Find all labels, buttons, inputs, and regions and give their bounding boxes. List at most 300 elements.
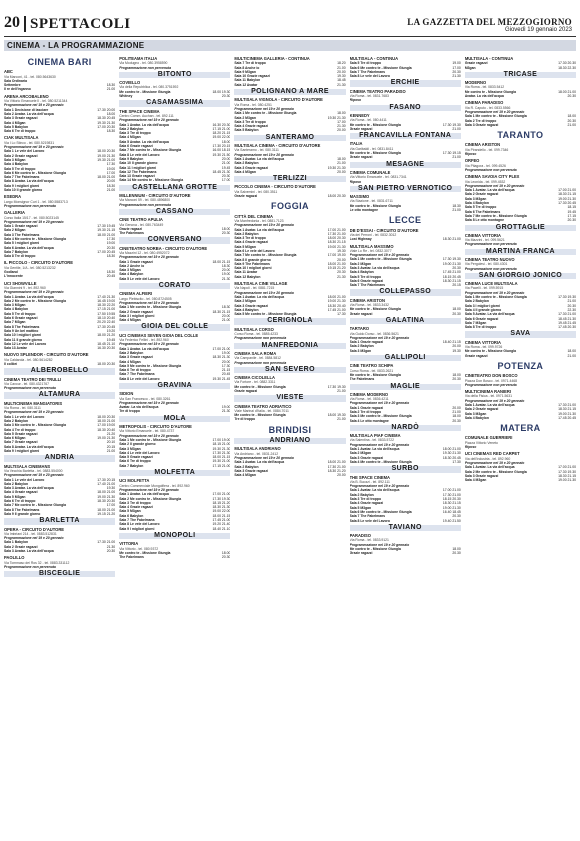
film-title: Sala 3 Me contro te - Missione Giungla — [349, 414, 412, 419]
cinema-address: Via Andriano - tel. 0831.2412 — [234, 451, 279, 456]
cinema-name: TARTARO — [349, 326, 370, 332]
film-title: Sala 1 Me contro te - Missione Giungla — [234, 111, 297, 116]
film-title: Programmazione nel 19 e 20 gennaio — [349, 442, 410, 447]
film-title: Sala 5 Grazie ragazzi — [119, 455, 153, 460]
showtimes: 18.30 — [106, 183, 116, 188]
showtimes: 18.00 20.30 — [327, 194, 346, 199]
showtime-row — [119, 555, 230, 559]
cinema-address: Via Caldarola - tel. 080.5614282 — [4, 357, 53, 362]
film-title: Sala 8 The Fabelmans — [4, 324, 40, 329]
film-title: Sala 7 The Fabelmans — [119, 372, 155, 377]
film-title: Sala 2 Babylon — [234, 161, 259, 166]
cinema-name: THE SPACE CINEMA — [349, 474, 391, 480]
showtimes: 18.00 20.30 — [327, 236, 346, 241]
film-title: Sala 14 Me contro te - Missione Giungla — [119, 178, 184, 183]
film-title: Sala 10 I migliori giorni — [234, 266, 272, 271]
film-title: Sala 2 M3gan — [349, 451, 372, 456]
film-title: Programmazione non pervenuta — [4, 564, 56, 569]
showtimes: 20.15 — [106, 444, 116, 449]
film-title: Sala 10 I migliori giorni — [4, 333, 42, 338]
showtime-row — [4, 274, 115, 278]
cinema-name: MULTISALA VIGNOLA - CIRCUITO D'AUTORE — [234, 97, 323, 103]
showtimes: 18.45 21.10 — [97, 341, 116, 346]
showtimes: 19.45 21.45 — [558, 320, 577, 325]
showtimes: 20.00 — [337, 69, 346, 74]
film-title: Sala 5 M3gan — [4, 494, 26, 499]
cinema-address: Via Fortore - tel. 0882.3311 — [234, 380, 276, 385]
showtimes: 18.30 21.15 — [212, 309, 231, 314]
showtime-row — [350, 349, 461, 353]
film-title: Avatar. La via dell'acqua — [464, 94, 504, 99]
film-title: Grazie ragazzi — [349, 126, 373, 131]
showtimes: 18.00 21.00 — [97, 175, 116, 180]
showtime-row — [465, 354, 576, 358]
film-title: Sala 4 Me contro te - Missione Giungla — [4, 236, 66, 241]
showtimes: 17.15 — [567, 213, 577, 218]
showtime-row — [234, 275, 345, 279]
showtimes: 18.45 21.30 — [212, 169, 231, 174]
showtimes: 18.00 21.00 — [558, 89, 577, 94]
film-title: Sala 1 Avatar. La via dell'acqua — [234, 460, 285, 465]
showtimes: 20.00 — [221, 268, 231, 273]
showtimes: 21.30 — [337, 124, 346, 129]
showtimes: 18.40 21.15 — [442, 340, 461, 345]
showtime-row — [119, 409, 230, 413]
film-title: Programmazione nel 19 e 20 gennaio — [119, 255, 179, 260]
showtimes: 19.30 21.50 — [212, 152, 231, 157]
film-title: Programmazione non pervenuta — [119, 65, 172, 70]
film-title: Programmazione nel 19 e 20 gennaio — [234, 152, 294, 157]
cinema-name: CINEMA LUCE MULTISALA — [464, 281, 518, 287]
city-heading: COLLEPASSO — [350, 289, 461, 295]
showtimes: 19.45 — [106, 337, 116, 342]
showtimes: 17.30 19.30 — [558, 469, 577, 474]
city-heading: SURBO — [350, 466, 461, 472]
film-title: Sala 2 Grazie ragazzi — [464, 192, 499, 197]
showtimes: 18.00 20.30 — [97, 362, 116, 366]
showtimes: 17.00 19.00 — [97, 423, 116, 428]
film-title: Sala 4 Babylon — [234, 307, 259, 312]
film-title: Grazie ragazzi — [349, 311, 373, 316]
film-title: Sala 1 Avatar. La via dell'acqua — [349, 488, 400, 493]
showtimes: 17.30 — [106, 236, 116, 241]
showtimes: 20.30 — [221, 555, 231, 560]
showtimes: 18.00 21.20 — [97, 333, 116, 338]
film-title: Grazie ragazzi — [349, 155, 373, 160]
showtime-row — [350, 74, 461, 78]
film-title: Sala 4 Grazie ragazzi — [234, 124, 268, 129]
showtimes: 20.00 — [337, 128, 346, 133]
cinema-address: Via Pacelli - tel. 099.5915 — [464, 286, 504, 291]
showtime-row — [465, 242, 576, 246]
film-title: Sala 2 M3gan — [234, 115, 256, 120]
showtime-row — [4, 87, 115, 91]
cinema-name: UCI SHOWVILLE — [4, 280, 37, 286]
film-title: Programmazione non pervenuta — [464, 266, 517, 271]
showtime-row — [465, 267, 576, 271]
film-title: Sala 1 Avatar. La via dell'acqua — [234, 156, 285, 161]
cinema-address: Corso Roma - tel. 0885.4233 — [234, 332, 278, 337]
cinema-address: Via Roma - tel. 0833.5412 — [464, 85, 505, 90]
showtime-row — [350, 419, 461, 423]
cinema-name: CINEMA TEATRO DEI TRULLI — [4, 376, 62, 382]
film-title: Programmazione nel 19 e 20 gennaio — [349, 335, 410, 340]
showtimes: 20.30 — [567, 94, 577, 99]
cinema-name: NUOVO SPLENDOR - CIRCUITO D'AUTORE — [4, 352, 89, 358]
showtimes: 18.30 21.00 — [442, 237, 461, 242]
film-title: Sala 1 Babylon — [4, 540, 29, 545]
film-title: Sala 8 Anche io — [234, 65, 260, 70]
film-title: Sala 3 Avatar. La via dell'acqua — [4, 486, 54, 491]
showtimes: 20.30 — [452, 69, 461, 74]
film-title: Sala 8 Le vele del Lavoro — [349, 74, 390, 79]
showtimes: 18.30 21.15 — [327, 240, 346, 245]
cinema-address: Via Mazzini - tel. 099.5621 — [464, 238, 505, 243]
cinema-name: CINEMA VITTORIA — [464, 232, 501, 238]
showtimes: 18.15 20.30 — [442, 497, 461, 502]
film-title: Avatar. La via dell'acqua — [119, 405, 159, 410]
film-title: Programmazione nel 19 e 20 gennaio — [234, 455, 294, 460]
cinema-name: MULTISALA - CONTINUA — [464, 56, 514, 61]
cinema-address: Via Salentina - tel. 0833.5722 — [349, 438, 395, 443]
film-title: The Fabelmans — [119, 555, 144, 560]
cinema-name: KENNEDY — [349, 112, 370, 118]
city-heading: TAVIANO — [350, 525, 461, 531]
showtimes: 21.15 — [221, 368, 231, 373]
film-title: Sala 6 M3gan — [4, 436, 26, 441]
cinema-address: Via Genova - tel. 080.763449 — [119, 222, 164, 227]
film-title: Sala 8 Tre di troppo — [464, 325, 497, 330]
film-title: Sala 3 Grazie ragazzi — [4, 116, 38, 121]
film-title: Sala 5 M3gan — [119, 509, 141, 514]
film-title: Sala 1 Avatar. La via dell'acqua — [464, 188, 515, 193]
cinema-address: Via Mazzini 12 - tel. 080.4952072 — [119, 250, 170, 255]
film-title: Sala 11 I migliori giorni — [119, 165, 157, 170]
film-title: Sala 3 Tre di troppo — [119, 500, 151, 505]
showtimes: 18.30 21.20 — [327, 468, 346, 473]
showtimes: 19.40 21.50 — [442, 518, 461, 523]
showtimes: 17.00 21.00 — [327, 227, 346, 232]
showtimes: 18.30 21.15 — [442, 501, 461, 506]
city-heading: CASSANO — [119, 209, 230, 215]
film-title: Sala 1 Me contro te - Missione Giungla — [464, 114, 527, 119]
cinema-address: Via della Repubblica - tel. 080.3751592 — [119, 85, 179, 90]
film-title: Sala 2 Grazie ragazzi — [4, 153, 38, 158]
film-title: Sala 12 Avatar — [234, 82, 258, 87]
city-heading: CASTELLANA GROTTE — [119, 185, 230, 191]
film-title: Sala 6 Me contro te - Missione Giungla — [349, 65, 412, 70]
film-title: Sala 3 M3gan — [119, 268, 141, 273]
film-title: Sala 1 Avatar. La via dell'acqua — [119, 346, 169, 351]
film-title: Sala 3 Tre di troppo — [234, 236, 266, 241]
film-title: Riposo — [464, 445, 477, 450]
showtimes: 17.00 — [221, 178, 231, 183]
showtime-row — [350, 377, 461, 381]
showtimes: 16.30 20.30 — [212, 122, 231, 127]
film-title: Me contro te - Missione Giungla — [349, 307, 401, 312]
showtimes: 17.00 — [452, 65, 461, 70]
showtimes: 18.00 21.00 — [97, 490, 116, 495]
film-title: Programmazione nel 19 e 20 gennaio — [234, 290, 294, 295]
film-title: Sala 4 Babylon — [4, 307, 29, 312]
film-title: The Fabelmans — [349, 377, 375, 382]
showtime-row — [350, 460, 461, 464]
cinema-address: Via Stazione - tel. 0831.6711 — [349, 199, 393, 204]
cinema-name: ABC — [4, 69, 13, 75]
section-title: SPETTACOLI — [30, 16, 131, 32]
showtimes: 19.30 — [337, 74, 346, 79]
film-title: Sala 4 M3gan — [119, 318, 141, 323]
film-title: Sala 2 Babylon — [464, 299, 489, 304]
showtime-row — [350, 127, 461, 131]
cinema-name: COVIELLO — [119, 80, 141, 86]
showtimes: 17.30 — [106, 162, 116, 167]
film-title: Sala 6 Me contro te - Missione Giungla — [349, 509, 412, 514]
cinema-address: Via Cavour - tel. 080.4321767 — [4, 381, 49, 386]
film-title: Sala 1 Avatar. La via dell'acqua — [349, 447, 400, 452]
cinema-address: Via Imbriani 214 - tel. 0883.512831 — [4, 531, 57, 536]
showtime-row — [119, 231, 230, 235]
showtimes: 20.00 — [221, 313, 231, 318]
showtimes: 17.00 19.00 — [327, 253, 346, 258]
film-title: Sala 7 The Fabelmans — [4, 175, 40, 180]
showtimes: 17.30 20.45 — [97, 324, 116, 329]
film-title: Sala 1 Me contro te - Missione Giungla — [119, 305, 182, 310]
city-heading: MATERA — [465, 424, 576, 432]
cinema-name: UCI MOLFETTA — [119, 478, 150, 484]
showtimes: 21.20 — [106, 431, 116, 436]
film-title: Sala 2 Grazie ragazzi — [4, 544, 38, 549]
showtime-row — [119, 318, 230, 322]
film-title: Sala 3 Grazie ragazzi — [464, 122, 499, 127]
showtimes: 17.30 20.15 — [212, 144, 231, 149]
showtimes: 21.30 — [452, 74, 461, 79]
film-title: Sala 5 Me contro te - Missione Giungla — [119, 363, 182, 368]
film-title: Sala 6 Grazie ragazzi — [4, 316, 38, 321]
showtimes: 18.30 — [452, 203, 461, 208]
showtimes: 20.30 — [106, 548, 116, 553]
film-title: Sala 4 Grazie ragazzi — [4, 490, 38, 495]
film-title: Sala 7 The Fabelmans — [349, 69, 386, 74]
showtimes: 17.30 — [221, 363, 231, 368]
film-title: Me contro te - Missione Giungla — [349, 122, 401, 127]
city-heading: FRANCAVILLA FONTANA — [350, 133, 461, 139]
film-title: Programmazione nel 19 e 20 gennaio — [464, 109, 525, 114]
film-title: Sala 5 Avatar. La via dell'acqua — [464, 312, 515, 317]
cinema-address: Viale Lo Re - tel. 0832.3077 — [349, 248, 392, 253]
cinema-address: Piazza Don Bosco - tel. 0971.4468 — [464, 378, 518, 383]
showtime-row — [234, 336, 345, 340]
showtimes: 17.00 — [106, 503, 116, 508]
film-title: Sala 1 Me contro te - Missione Giungla — [464, 295, 527, 300]
showtime-row — [350, 519, 461, 523]
film-title: Sala 1 Me contro te - Missione Giungla — [349, 257, 412, 262]
film-title: Sala 9 Un bel mattino — [4, 328, 39, 333]
showtimes: 19.00 22.00 — [212, 135, 231, 140]
film-title: Programmazione non pervenuta — [464, 382, 517, 387]
showtimes: 16.30 20.30 — [97, 346, 116, 351]
film-title: Sala 7 Me contro te - Missione Giungla — [234, 253, 297, 258]
film-title: Programmazione non pervenuta — [234, 360, 287, 365]
cinema-name: CINEMA PARADISO — [464, 100, 504, 106]
showtime-row — [350, 283, 461, 287]
showtime-row — [119, 527, 230, 531]
cinema-name: CINEMA ARISTON — [349, 297, 385, 303]
showtimes: 20.45 — [221, 372, 231, 377]
film-title: Sala 2 M3gan — [234, 299, 256, 304]
showtime-row — [4, 449, 115, 453]
showtimes: 17.30 21.00 — [327, 231, 346, 236]
showtime-row — [234, 170, 345, 174]
film-title: Sala 7 M3gan — [4, 320, 26, 325]
showtimes: 20.30 — [221, 94, 231, 99]
cinema-name: CINE TEATRO SCHIPA — [349, 363, 394, 369]
showtimes: 19.00 — [221, 350, 231, 355]
showtimes: 21.00 — [337, 161, 346, 166]
film-title: Sala 5 Le vele del Lavoro — [119, 276, 160, 281]
cinema-address: Piazza Vittorio Veneto — [464, 440, 498, 445]
showtimes: 17.30 19.15 — [442, 151, 461, 156]
showtime-row — [234, 473, 345, 477]
film-title: Sala 5 Tre di troppo — [349, 61, 382, 66]
showtimes: 17.45 21.00 — [327, 307, 346, 312]
film-title: Sala 4 Babylon — [4, 162, 29, 167]
film-title: Sala 13 Avatar — [4, 346, 27, 351]
cinema-address: Via Roma - tel. 0833.3432 — [349, 303, 389, 308]
film-title: Me contro te - Missione Giungla — [464, 89, 517, 94]
showtimes: 18.00 — [452, 414, 461, 419]
showtimes: 17.30 — [452, 459, 461, 464]
showtimes: 17.00 21.00 — [212, 492, 231, 497]
showtimes: 18.00 21.00 — [97, 418, 116, 423]
cinema-name: UCI CINEMAS RED CARPET — [464, 451, 520, 457]
showtimes: 21.00 — [452, 410, 461, 414]
film-title: Sala 9 I migliori giorni — [4, 449, 40, 454]
showtimes: 18.00 — [567, 349, 577, 354]
film-title: Sala 7 M3gan — [464, 320, 487, 325]
cinema-address: Via Vittorio Emanuele II - tel. 080.5211344 — [4, 99, 68, 104]
film-title: Sala 6 Tre di troppo — [119, 368, 151, 373]
showtimes: 21.00 — [567, 122, 577, 127]
showtimes: 20.15 — [452, 283, 461, 288]
film-title: Sala 1 Avatar. La via dell'acqua — [464, 465, 515, 470]
showtimes: 18.40 21.10 — [212, 526, 231, 531]
film-title: Sala 2 Grazie ragazzi — [119, 309, 153, 314]
film-title: Sala 3 Grazie ragazzi — [464, 473, 499, 478]
film-title: Sala 4 M3gan — [119, 135, 141, 140]
film-title: Sala 1 Avatar. La via dell'acqua — [234, 227, 285, 232]
showtimes: 18.45 21.30 — [558, 316, 577, 321]
film-title: Programmazione non pervenuta — [119, 202, 172, 207]
showtimes: 18.20 21.15 — [212, 131, 231, 136]
showtimes: 20.30 — [106, 245, 116, 250]
film-title: Sala 1 Avatar. La via dell'acqua — [119, 122, 169, 127]
showtime-row — [119, 277, 230, 281]
showtimes: 19.15 21.20 — [97, 511, 116, 516]
film-title: Sala 1 Le vele del Lavoro — [4, 414, 45, 419]
film-title: Sala 1 Me contro te - Missione Giungla — [119, 437, 182, 442]
film-title: Sala 3 Grazie ragazzi — [234, 303, 268, 308]
showtimes: 18.15 21.00 — [212, 442, 231, 447]
showtime-row — [4, 346, 115, 350]
showtime-row — [4, 204, 115, 208]
film-title: Sala 4 Babylon — [464, 415, 489, 420]
showtimes: 20.30 — [337, 270, 346, 275]
cinema-name: GALLERIA — [4, 210, 25, 216]
film-title: Sala 2 Babylon — [119, 126, 144, 131]
film-title: Sala 12 Babylon — [234, 274, 261, 279]
film-title: Programmazione nel 19 e 20 gennaio — [464, 290, 525, 295]
film-title: Programmazione nel 19 e 20 gennaio — [349, 253, 410, 258]
film-title: Settembre — [4, 83, 21, 88]
film-title: Sala 2 Babylon — [4, 418, 29, 423]
showtimes: 19.30 21.00 — [97, 157, 116, 162]
cinema-address: Via Roma - tel. 0831.7683 — [349, 94, 389, 99]
showtimes: 20.30 — [452, 311, 461, 316]
film-title: Programmazione non pervenuta — [234, 336, 287, 341]
showtimes: 18.30 21.30 — [212, 355, 231, 360]
showtimes: 20.00 — [452, 405, 461, 410]
showtimes: 17.15 21.00 — [212, 463, 231, 468]
showtimes: 17.15 21.00 — [97, 307, 116, 312]
film-title: Programmazione nel 19 e 20 gennaio — [349, 484, 410, 489]
film-title: Sala 2 Il grande giorno — [119, 442, 156, 447]
film-title: Sala 3 Avatar. La via dell'acqua — [4, 548, 54, 553]
film-title: Sala 2 Babylon — [119, 350, 144, 355]
showtimes: 20.30 — [452, 551, 461, 556]
showtimes: 19.00 21.30 — [97, 494, 116, 499]
cinema-name: ORFEO — [464, 158, 480, 164]
film-title: Whitney — [119, 94, 133, 99]
city-heading: GALATINA — [350, 318, 461, 324]
film-title: Sala 5 Babylon — [234, 128, 259, 133]
cinema-address: Via Pergolesi - tel. 080.4301 — [464, 262, 508, 267]
film-title: Sala 3 Tre di troppo — [349, 497, 382, 502]
city-heading: FOGGIA — [234, 202, 345, 210]
showtimes: 20.10 — [106, 440, 116, 445]
showtimes: 18.30 22.30 — [558, 65, 577, 70]
showtimes: 21.00 — [106, 449, 116, 454]
film-title: Sala 6 Babylon — [119, 513, 144, 518]
showtime-row — [350, 180, 461, 184]
film-title: Sala 10 Il grande giorno — [4, 188, 43, 193]
film-title: Me contro te - Missione Giungla — [349, 151, 401, 156]
showtime-row — [119, 178, 230, 182]
showtimes: 17.00 — [337, 119, 346, 124]
showtimes: 18.00 21.00 — [327, 294, 346, 299]
showtimes: 19.30 21.30 — [327, 115, 346, 120]
showtimes: 19.00 21.30 — [442, 505, 461, 510]
showtimes: 20.00 — [221, 359, 231, 364]
showtimes: 18.30 21.15 — [442, 278, 461, 283]
cinema-name: MULTISALA PIAF CINEMA — [349, 433, 401, 439]
city-heading: GIOIA DEL COLLE — [119, 324, 230, 330]
showtime-row — [119, 203, 230, 207]
showtimes: 17.00 20.45 — [97, 249, 116, 254]
showtimes: 17.30 19.30 — [212, 496, 231, 501]
page-number: 20 — [4, 14, 20, 31]
cinema-address: Via Marconi 59 - tel. 080.4896800 — [119, 198, 171, 203]
showtimes: 18.00 — [106, 111, 116, 116]
showtime-row — [234, 194, 345, 198]
cinema-name: MULTISALA CINE VILLAGE — [234, 281, 288, 287]
city-heading: MOLFETTA — [119, 470, 230, 476]
cinema-name: CINEMA MODERNO — [349, 391, 389, 397]
city-heading: ANDRIANO — [234, 438, 345, 444]
cinema-name: OPERA - CIRCUITO D'AUTORE — [4, 526, 65, 532]
showtimes: 18.30 — [106, 129, 116, 134]
film-title: Sala 10 Il grande giorno — [119, 161, 158, 166]
